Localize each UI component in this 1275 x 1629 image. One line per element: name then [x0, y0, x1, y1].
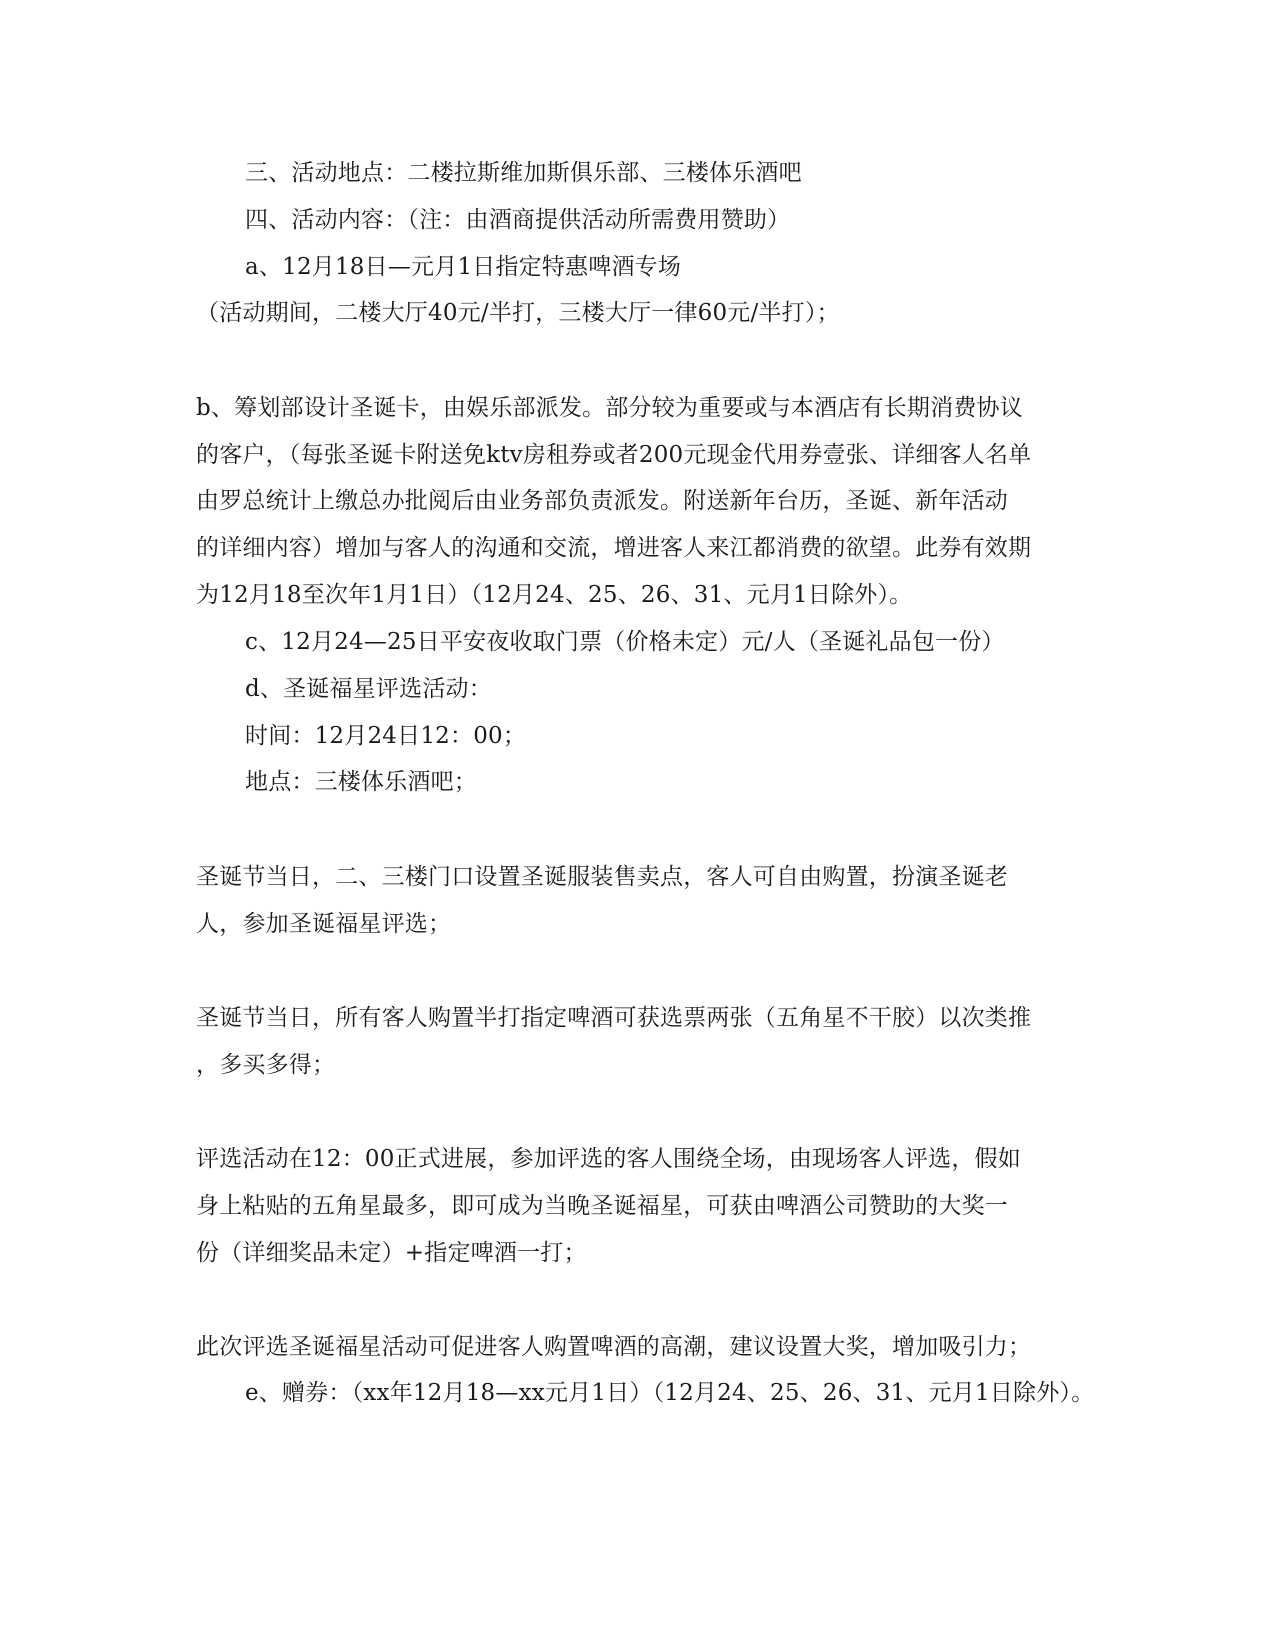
item-e-voucher: e、赠券：（xx年12月18—xx元月1日）（12月24、25、26、31、元月1日除外）。: [245, 1380, 1095, 1406]
section-four-content: 四、活动内容：（注：由酒商提供活动所需费用赞助）: [245, 207, 791, 233]
paragraph-selection-line-3: 份（详细奖品未定）+指定啤酒一打；: [196, 1240, 587, 1266]
paragraph-costume-line-2: 人，参加圣诞福星评选；: [196, 911, 452, 937]
item-a-detail: （活动期间，二楼大厅40元/半打，三楼大厅一律60元/半打）；: [196, 300, 840, 326]
item-b-line-1: b、筹划部设计圣诞卡，由娱乐部派发。部分较为重要或与本酒店有长期消费协议: [196, 395, 1023, 421]
paragraph-selection-line-1: 评选活动在12：00正式进展，参加评选的客人围绕全场，由现场客人评选，假如: [196, 1146, 1021, 1172]
paragraph-votes-line-2: ，多买多得；: [196, 1052, 336, 1078]
paragraph-votes-line-1: 圣诞节当日，所有客人购置半打指定啤酒可获选票两张（五角星不干胶）以次类推: [196, 1005, 1032, 1031]
item-b-line-2: 的客户，（每张圣诞卡附送免ktv房租券或者200元现金代用券壹张、详细客人名单: [196, 442, 1032, 468]
item-b-line-4: 的详细内容）增加与客人的沟通和交流，增进客人来江都消费的欲望。此券有效期: [196, 535, 1032, 561]
item-b-line-5: 为12月18至次年1月1日）（12月24、25、26、31、元月1日除外）。: [196, 582, 913, 608]
paragraph-selection-line-2: 身上粘贴的五角星最多，即可成为当晚圣诞福星，可获由啤酒公司赞助的大奖一: [196, 1193, 1008, 1219]
item-a-heading: a、12月18日—元月1日指定特惠啤酒专场: [245, 254, 682, 280]
paragraph-costume-line-1: 圣诞节当日，二、三楼门口设置圣诞服装售卖点，客人可自由购置，扮演圣诞老: [196, 864, 1008, 890]
item-d-heading: d、圣诞福星评选活动：: [245, 676, 492, 702]
paragraph-summary: 此次评选圣诞福星活动可促进客人购置啤酒的高潮，建议设置大奖，增加吸引力；: [196, 1334, 1032, 1360]
item-d-place: 地点：三楼体乐酒吧；: [245, 769, 477, 795]
item-b-line-3: 由罗总统计上缴总办批阅后由业务部负责派发。附送新年台历，圣诞、新年活动: [196, 488, 1008, 514]
section-three-location: 三、活动地点：二楼拉斯维加斯俱乐部、三楼体乐酒吧: [245, 160, 802, 186]
item-d-time: 时间：12月24日12：00；: [245, 723, 527, 749]
item-c: c、12月24—25日平安夜收取门票（价格未定）元/人（圣诞礼品包一份）: [245, 629, 1005, 655]
